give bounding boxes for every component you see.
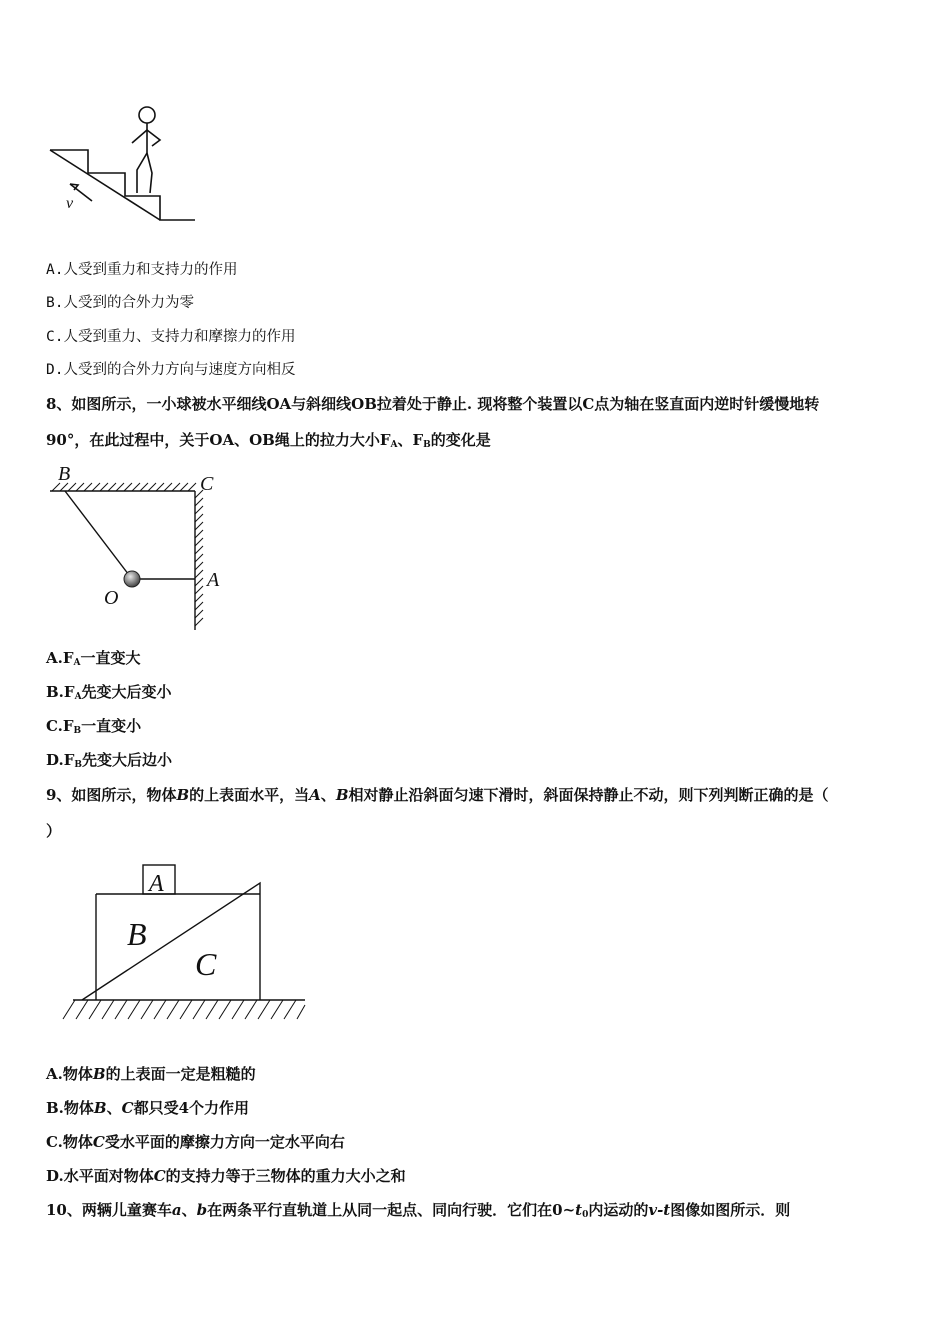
label-c: C: [200, 473, 214, 495]
escalator-figure: [40, 98, 210, 228]
label-a: A: [207, 569, 220, 591]
q8-stem-line1: 8、如图所示，一小球被水平细线OA与斜细线OB拉着处于静止. 现将整个装置以C点为轴在竖直面内逆时针缓慢地转: [46, 395, 820, 413]
block-b-label: B: [127, 916, 147, 952]
q9-option-d: D.水平面对物体C的支持力等于三物体的重力大小之和: [46, 1167, 406, 1185]
block-a-label: A: [149, 871, 164, 897]
q8-stem-text: 的变化是: [430, 431, 491, 449]
q7-option-d: D.人受到的合外力方向与速度方向相反: [46, 362, 296, 378]
rope-ball-figure: [40, 458, 240, 638]
label-o: O: [104, 587, 119, 609]
q9-stem-line1: 9、如图所示，物体B的上表面水平，当A、B相对静止沿斜面匀速下滑时，斜面保持静止不动，则下列判断正确的是（: [46, 786, 829, 804]
q7-option-b: B.人受到的合外力为零: [46, 295, 194, 311]
label-b: B: [58, 463, 71, 485]
q9-stem-line2: ）: [46, 822, 62, 840]
q9-option-c: C.物体C受水平面的摩擦力方向一定水平向右: [46, 1133, 345, 1151]
q8-option-b: $B.F_A$先变大后变小: [46, 683, 172, 702]
block-c-label: C: [195, 946, 217, 982]
q7-option-c: C.人受到重力、支持力和摩擦力的作用: [46, 329, 296, 345]
q7-option-a: A.人受到重力和支持力的作用: [46, 262, 238, 278]
q8-option-c: $C.F_B$一直变小: [46, 717, 142, 736]
q8-stem-text: 90°，在此过程中，关于OA、OB绳上的拉力大小F: [46, 431, 391, 449]
q9-option-b: B.物体B、C都只受4个力作用: [46, 1099, 250, 1117]
subscript-b: B: [423, 440, 431, 450]
q8-option-a: $A.F_A$一直变大: [46, 649, 141, 668]
subscript-a: A: [390, 440, 398, 450]
q9-option-a: A.物体B的上表面一定是粗糙的: [46, 1065, 256, 1083]
q8-stem-text: 、F: [397, 431, 424, 449]
velocity-label: v: [66, 195, 74, 212]
q8-option-d: $D.F_B$先变大后边小: [46, 751, 172, 770]
q10-stem: 10、两辆儿童赛车a、b在两条平行直轨道上从同一起点、同向行驶．它们在$0\sim t_0$内运动的v-t图像如图所示．则: [46, 1201, 791, 1220]
block-incline-figure: [55, 855, 315, 1030]
q8-stem-line2: [46, 430, 491, 455]
